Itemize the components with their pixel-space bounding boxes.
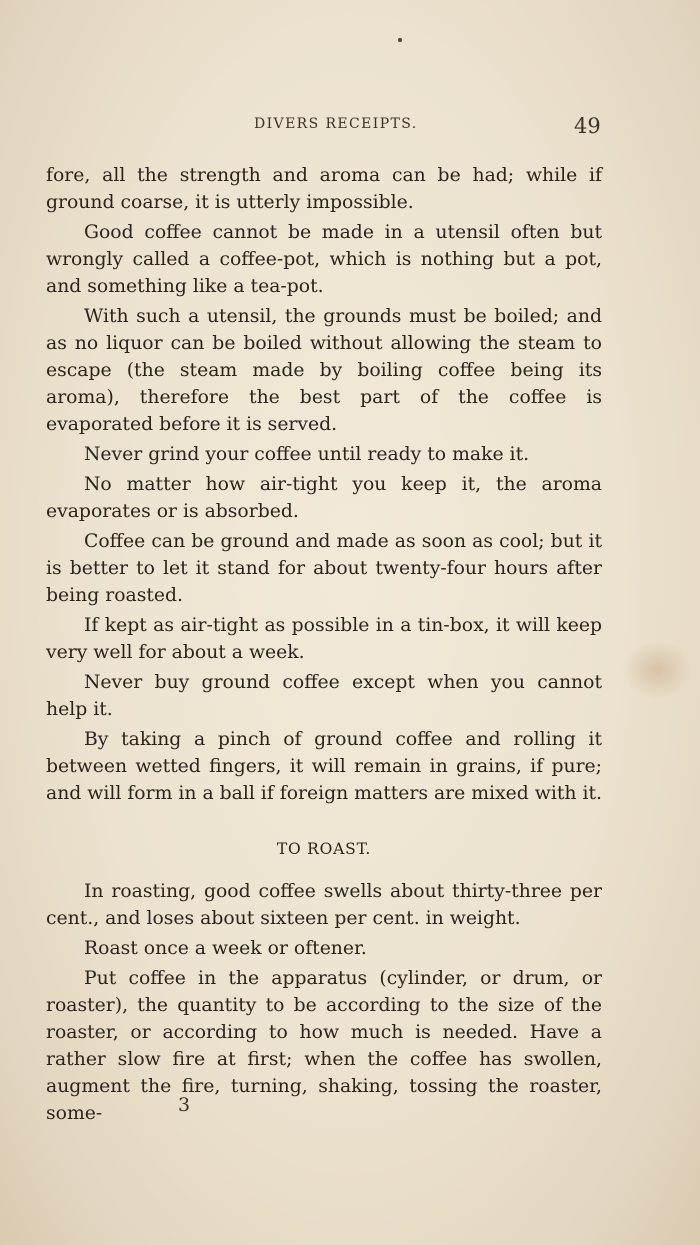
body-text xyxy=(46,162,602,1130)
paragraph: With such a utensil, the grounds must be boiled; and as no liquor can be boiled without allowing the steam to escape (the steam made by boiling coffee being its aroma), therefore the best part of the coffee is evaporated before it is served. xyxy=(46,306,602,435)
paper-speck xyxy=(398,38,402,42)
page-number: 49 xyxy=(574,114,601,138)
paragraph: If kept as air-tight as possible in a tin-box, it will keep very well for about a week. xyxy=(46,615,602,663)
signature-mark: 3 xyxy=(178,1094,191,1116)
paragraph: Never grind your coffee until ready to make it. xyxy=(84,444,530,465)
paragraph: Coffee can be ground and made as soon as cool; but it is better to let it stand for about twenty-four hours after being roasted. xyxy=(46,531,602,606)
paragraph: Roast once a week or oftener. xyxy=(84,938,367,959)
paragraph: No matter how air-tight you keep it, the aroma evaporates or is absorbed. xyxy=(46,474,602,522)
paragraph: Good coffee cannot be made in a utensil often but wrongly called a coffee-pot, which is nothing but a pot, and something like a tea-pot. xyxy=(46,222,602,297)
paragraph: By taking a pinch of ground coffee and rolling it between wetted fingers, it will remain in grains, if pure; and will form in a ball if foreign matters are mixed with it. xyxy=(46,729,602,804)
paper-stain xyxy=(622,640,692,700)
paragraph: Never buy ground coffee except when you cannot help it. xyxy=(46,672,602,720)
paragraph: Put coffee in the apparatus (cylinder, or drum, or roaster), the quantity to be according to the size of the roaster, or according to how much is needed. Have a rather slow fire at first; when the coffee has swollen, augment the fire, turning, shaking, tossing the roaster, some- xyxy=(46,968,602,1124)
paragraph: fore, all the strength and aroma can be had; while if ground coarse, it is utterly impossible. xyxy=(46,165,602,213)
section-heading: TO ROAST. xyxy=(276,840,372,858)
running-title: DIVERS RECEIPTS. xyxy=(254,116,418,132)
running-head xyxy=(0,116,700,146)
paragraph: In roasting, good coffee swells about thirty-three per cent., and loses about sixteen per cent. in weight. xyxy=(46,881,602,929)
